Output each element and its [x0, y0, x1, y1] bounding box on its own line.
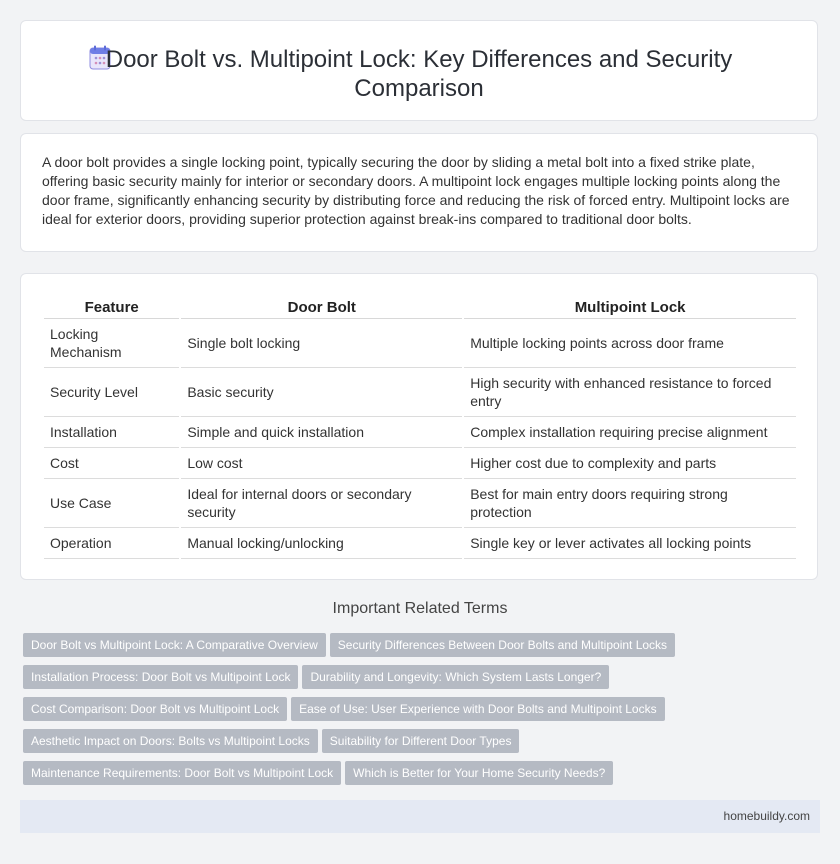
related-term-tag[interactable]: Aesthetic Impact on Doors: Bolts vs Multipoint Locks: [23, 729, 318, 753]
table-cell: Operation: [44, 528, 179, 559]
table-cell: Security Level: [44, 368, 179, 417]
table-cell: Single bolt locking: [181, 319, 462, 368]
column-header-feature: Feature: [44, 296, 179, 319]
table-cell: High security with enhanced resistance to forced entry: [464, 368, 796, 417]
related-term-tag[interactable]: Door Bolt vs Multipoint Lock: A Comparative Overview: [23, 633, 326, 657]
table-cell: Higher cost due to complexity and parts: [464, 448, 796, 479]
table-cell: Installation: [44, 417, 179, 448]
intro-card: [20, 133, 818, 252]
table-cell: Single key or lever activates all locking points: [464, 528, 796, 559]
footer: [20, 800, 820, 833]
title-card: [20, 20, 818, 121]
related-term-tag[interactable]: Ease of Use: User Experience with Door Bolts and Multipoint Locks: [291, 697, 665, 721]
table-cell: Locking Mechanism: [44, 319, 179, 368]
related-terms-list: [23, 633, 803, 793]
related-term-tag[interactable]: Which is Better for Your Home Security Needs?: [345, 761, 613, 785]
table-cell: Low cost: [181, 448, 462, 479]
related-term-tag[interactable]: Installation Process: Door Bolt vs Multipoint Lock: [23, 665, 298, 689]
footer-site-name: homebuildy.com: [723, 809, 810, 823]
related-term-tag[interactable]: Security Differences Between Door Bolts and Multipoint Locks: [330, 633, 675, 657]
column-header-door-bolt: Door Bolt: [181, 296, 462, 319]
table-cell: Manual locking/unlocking: [181, 528, 462, 559]
page-title: Door Bolt vs. Multipoint Lock: Key Differences and Security Comparison: [105, 46, 733, 102]
table-cell: Complex installation requiring precise alignment: [464, 417, 796, 448]
column-header-multipoint-lock: Multipoint Lock: [464, 296, 796, 319]
table-row: [44, 528, 796, 559]
intro-paragraph: A door bolt provides a single locking point, typically securing the door by sliding a metal bolt into a fixed strike plate, offering basic security mainly for interior or secondary doors. A multipoint lock engages multiple locking points along the door frame, significantly enhancing security by distributing force and reducing the risk of forced entry. Multipoint locks are ideal for exterior doors, providing superior protection against break-ins compared to traditional door bolts.: [42, 154, 790, 227]
table-cell: Basic security: [181, 368, 462, 417]
table-row: [44, 368, 796, 417]
table-cell: Best for main entry doors requiring strong protection: [464, 479, 796, 528]
related-term-tag[interactable]: Suitability for Different Door Types: [322, 729, 520, 753]
table-row: [44, 479, 796, 528]
table-row: [44, 417, 796, 448]
comparison-card: [20, 273, 818, 580]
table-row: [44, 319, 796, 368]
related-term-tag[interactable]: Maintenance Requirements: Door Bolt vs Multipoint Lock: [23, 761, 341, 785]
table-cell: Cost: [44, 448, 179, 479]
table-row: [44, 448, 796, 479]
table-header-row: [44, 296, 796, 319]
table-cell: Multiple locking points across door frame: [464, 319, 796, 368]
table-cell: Ideal for internal doors or secondary security: [181, 479, 462, 528]
table-cell: Simple and quick installation: [181, 417, 462, 448]
related-term-tag[interactable]: Durability and Longevity: Which System Lasts Longer?: [302, 665, 609, 689]
table-cell: Use Case: [44, 479, 179, 528]
comparison-table: [42, 296, 798, 559]
related-terms-heading: Important Related Terms: [332, 600, 508, 617]
related-term-tag[interactable]: Cost Comparison: Door Bolt vs Multipoint Lock: [23, 697, 287, 721]
